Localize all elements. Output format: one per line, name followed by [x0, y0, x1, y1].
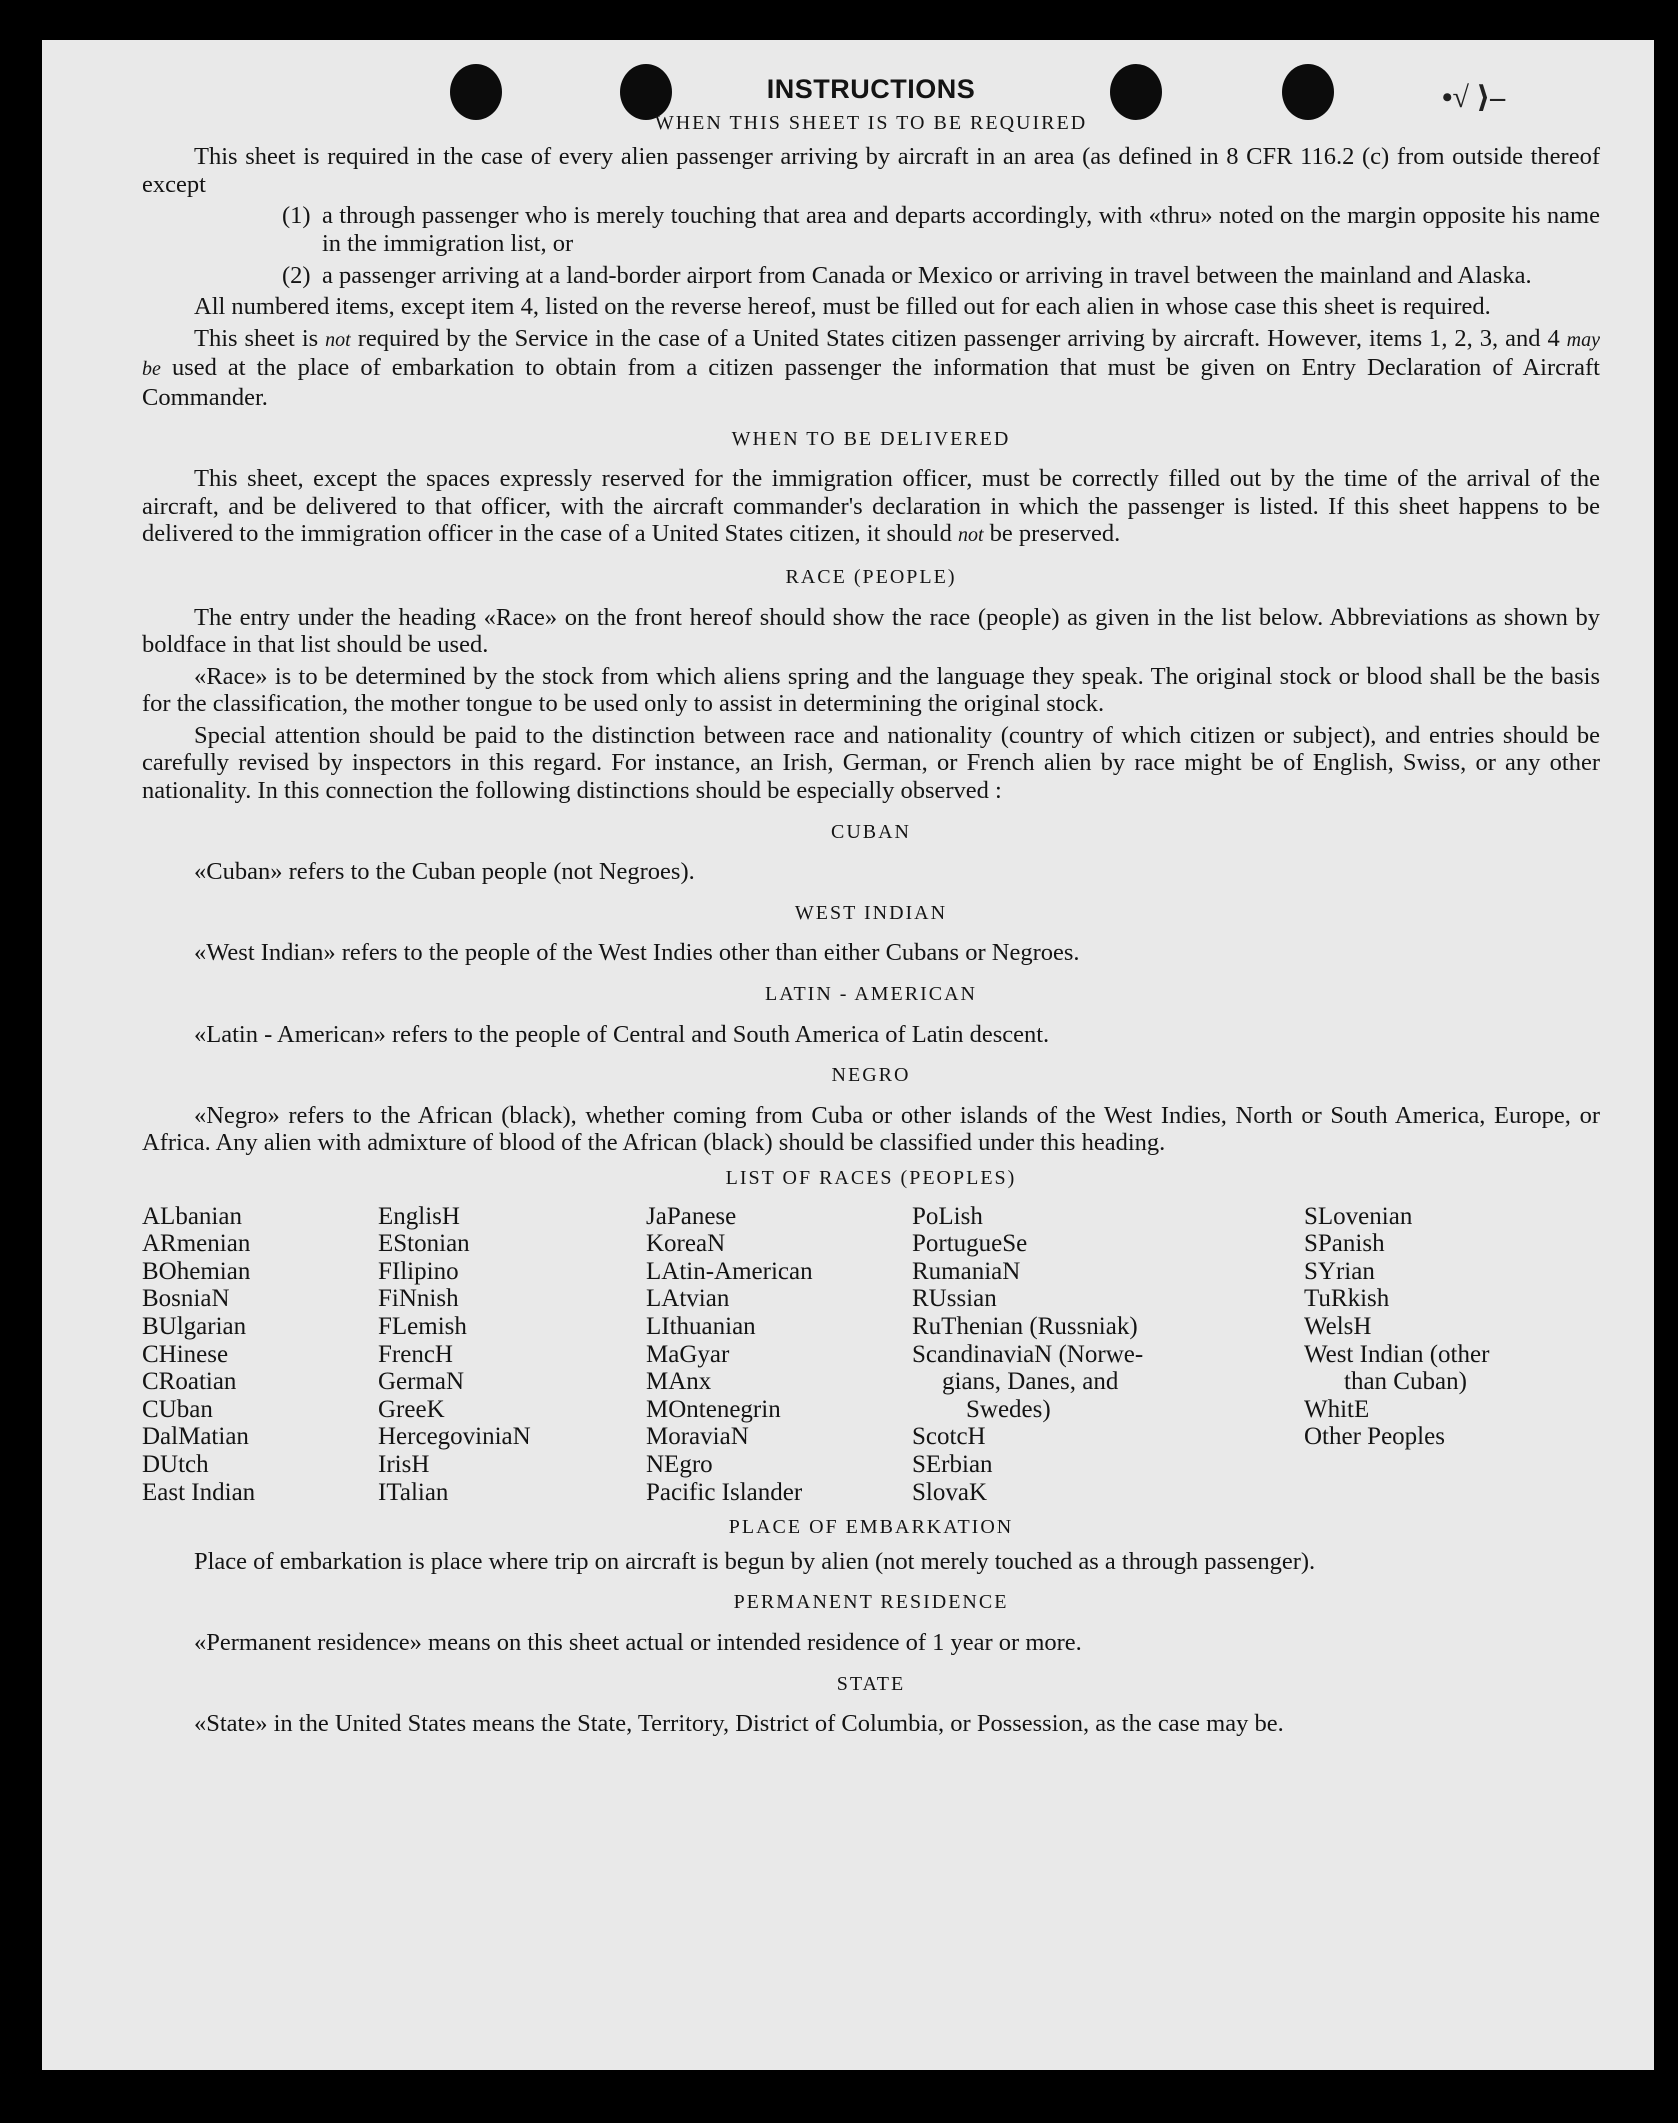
italic-text: not — [957, 524, 984, 547]
race-item: FiNnish — [378, 1285, 459, 1313]
paragraph — [142, 325, 1600, 412]
paragraph: «Negro» refers to the African (black), whether coming from Cuba or other islands of the West Indies, North or South America, Europe, or Africa. Any alien with admixture of blood of the African (black) should be classified under this heading. — [142, 1101, 1600, 1157]
paragraph: All numbered items, except item 4, listed on the reverse hereof, must be filled out for each alien in whose case this sheet is required. — [194, 293, 1491, 321]
race-item: WelsH — [1304, 1312, 1372, 1340]
race-item: JaPanese — [646, 1202, 737, 1230]
document-sheet — [42, 40, 1654, 2070]
item-text: a passenger arriving at a land-border airport from Canada or Mexico or arriving in travel between the mainland and Alaska. — [322, 261, 1532, 289]
text-run: This sheet is — [194, 324, 319, 352]
page-title: INSTRUCTIONS — [766, 74, 976, 104]
race-item: West Indian (other — [1304, 1340, 1490, 1368]
item-number: (2) — [282, 261, 311, 289]
italic-text: not — [325, 328, 351, 351]
race-item: LAtin-American — [646, 1257, 813, 1285]
race-item: BosniaN — [142, 1285, 230, 1313]
race-item: Pacific Islander — [646, 1478, 803, 1506]
race-item: MaGyar — [646, 1340, 730, 1368]
race-item: ITalian — [378, 1478, 449, 1506]
race-item: ALbanian — [142, 1202, 242, 1230]
paragraph: «Permanent residence» means on this sheet actual or intended residence of 1 year or more. — [194, 1628, 1082, 1656]
race-item: HercegoviniaN — [378, 1423, 531, 1451]
race-item: SPanish — [1304, 1230, 1385, 1258]
section-heading-when-delivered: WHEN TO BE DELIVERED — [731, 427, 1011, 450]
race-item: SlovaK — [912, 1478, 987, 1506]
race-item: FLemish — [378, 1312, 467, 1340]
race-item: WhitE — [1304, 1395, 1370, 1423]
race-item: RuThenian (Russniak) — [912, 1312, 1138, 1340]
text-run: used at the place of embarkation to obtain from a citizen passenger the information that must be given on Entry Declaration of Aircraft Commander. — [142, 354, 1600, 411]
race-item: RumaniaN — [912, 1257, 1021, 1285]
race-item: IrisH — [378, 1450, 430, 1478]
race-item: Swedes) — [966, 1395, 1051, 1423]
race-item: SLovenian — [1304, 1202, 1413, 1230]
text-run: This sheet, except the spaces expressly reserved for the immigration officer, must be correctly filled out by the time of the arrival of the aircraft, and be delivered to that officer, with the aircraft commander's declaration in which the passenger is listed. If this sheet happens to be delivered to the immigration officer in the case of a United States citizen, it should — [142, 465, 1600, 548]
paragraph: The entry under the heading «Race» on the front hereof should show the race (people) as given in the list below. Abbreviations as shown by boldface in that list should be used. — [142, 603, 1600, 659]
section-heading-permanent-residence: PERMANENT RESIDENCE — [733, 1591, 1009, 1614]
text-run: be preserved. — [989, 520, 1121, 548]
race-item: SYrian — [1304, 1257, 1375, 1285]
section-heading-cuban: CUBAN — [830, 820, 911, 843]
paragraph: Place of embarkation is place where trip on aircraft is begun by alien (not merely touched as a through passenger). — [194, 1547, 1316, 1575]
race-item: East Indian — [142, 1478, 256, 1506]
race-item: KoreaN — [646, 1230, 726, 1258]
race-item: NEgro — [646, 1450, 713, 1478]
race-item: FrencH — [378, 1340, 453, 1368]
race-item: RUssian — [912, 1285, 997, 1313]
italic-text: may be — [142, 328, 1600, 381]
section-heading-embarkation: PLACE OF EMBARKATION — [728, 1516, 1014, 1539]
item-text: a through passenger who is merely touching that area and departs accordingly, with «thru» noted on the margin opposite his name in the immigration list, or — [322, 202, 1600, 257]
race-column — [1304, 1203, 1489, 1507]
race-column — [646, 1203, 912, 1507]
race-item: MAnx — [646, 1368, 712, 1396]
race-item: than Cuban) — [1344, 1368, 1467, 1396]
race-item: Other Peoples — [1304, 1423, 1445, 1451]
race-item: PortugueSe — [912, 1230, 1028, 1258]
race-item: MOntenegrin — [646, 1395, 781, 1423]
race-list — [142, 1203, 1600, 1507]
section-heading-race: RACE (PEOPLE) — [785, 565, 957, 588]
section-heading-list-of-races: LIST OF RACES (PEOPLES) — [725, 1167, 1017, 1189]
paragraph: «West Indian» refers to the people of the West Indies other than either Cubans or Negroes. — [194, 939, 1080, 967]
ink-mark: •√ ⟩– — [1442, 81, 1506, 114]
race-item: EnglisH — [378, 1202, 460, 1230]
list-item — [282, 202, 1600, 257]
race-item: ScandinaviaN (Norwe- — [912, 1340, 1144, 1368]
race-item: PoLish — [912, 1202, 983, 1230]
section-heading-state: STATE — [836, 1672, 906, 1695]
race-item: GreeK — [378, 1395, 445, 1423]
section-heading-west-indian: WEST INDIAN — [794, 901, 948, 924]
race-item: TuRkish — [1304, 1285, 1390, 1313]
race-column — [378, 1203, 646, 1507]
paragraph: This sheet is required in the case of every alien passenger arriving by aircraft in an area (as defined in 8 CFR 116.2 (c) from outside thereof except — [142, 143, 1600, 198]
text-run: required by the Service in the case of a United States citizen passenger arriving by aircraft. However, items 1, 2, 3, and 4 — [357, 324, 1560, 352]
race-item: ARmenian — [142, 1230, 251, 1258]
paragraph: «Cuban» refers to the Cuban people (not Negroes). — [194, 858, 695, 886]
race-column — [912, 1203, 1304, 1507]
race-column — [142, 1203, 378, 1507]
race-item: LIthuanian — [646, 1312, 756, 1340]
section-heading-negro: NEGRO — [831, 1064, 911, 1087]
paragraph: Special attention should be paid to the distinction between race and nationality (country of which citizen or subject), and entries should be carefully revised by inspectors in this regard. For instance, an Irish, German, or French alien by race might be of English, Swiss, or any other nationality. In this connection the following distinctions should be especially observed : — [142, 721, 1600, 805]
paragraph: «State» in the United States means the State, Territory, District of Columbia, or Possession, as the case may be. — [194, 1710, 1284, 1738]
race-item: CUban — [142, 1395, 213, 1423]
race-item: ScotcH — [912, 1423, 986, 1451]
item-number: (1) — [282, 202, 311, 230]
race-item: EStonian — [378, 1230, 470, 1258]
race-item: MoraviaN — [646, 1423, 749, 1451]
section-heading-when-required: WHEN THIS SHEET IS TO BE REQUIRED — [654, 111, 1088, 134]
paragraph: «Latin - American» refers to the people of Central and South America of Latin descent. — [194, 1020, 1050, 1048]
race-item: FIlipino — [378, 1257, 459, 1285]
race-item: CHinese — [142, 1340, 229, 1368]
race-item: gians, Danes, and — [942, 1368, 1119, 1396]
race-item: BOhemian — [142, 1257, 251, 1285]
race-item: LAtvian — [646, 1285, 730, 1313]
race-item: SErbian — [912, 1450, 993, 1478]
list-item — [282, 262, 1600, 290]
paragraph — [142, 465, 1600, 550]
race-item: GermaN — [378, 1368, 465, 1396]
race-item: DalMatian — [142, 1423, 249, 1451]
race-item: BUlgarian — [142, 1312, 247, 1340]
paragraph: «Race» is to be determined by the stock from which aliens spring and the language they speak. The original stock or blood shall be the basis for the classification, the mother tongue to be used only to assist in determining the original stock. — [142, 662, 1600, 718]
race-item: DUtch — [142, 1450, 209, 1478]
race-item: CRoatian — [142, 1368, 237, 1396]
section-heading-latin-american: LATIN - AMERICAN — [765, 983, 977, 1006]
instructions-content — [142, 76, 1600, 1742]
